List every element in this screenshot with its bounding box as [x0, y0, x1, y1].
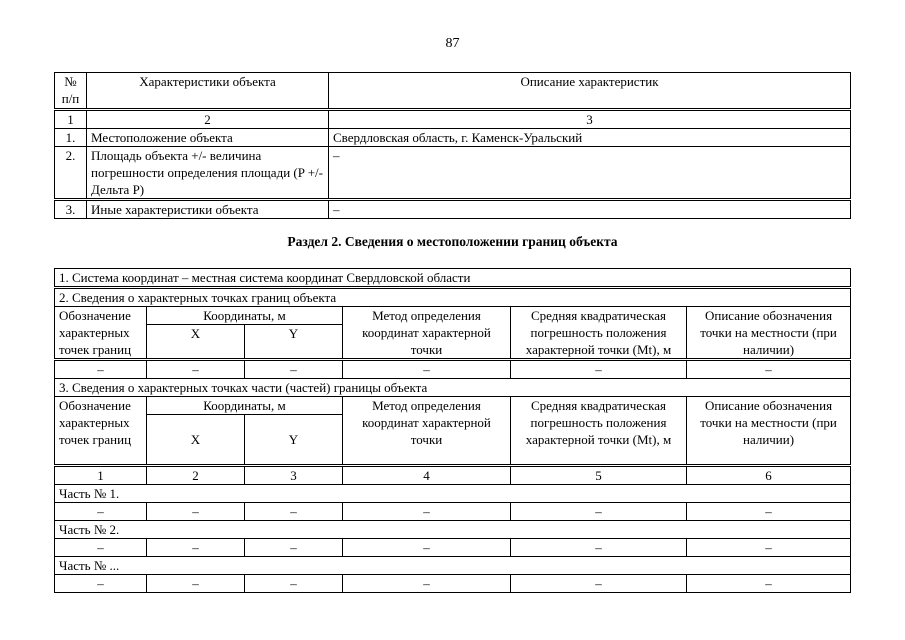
header-coords: Координаты, м [147, 307, 343, 325]
header-method: Метод определения координат характерной точки [343, 307, 511, 359]
dash-cell: – [687, 575, 851, 593]
dash-cell: – [245, 503, 343, 521]
row-num: 2. [55, 147, 87, 199]
header-x: X [147, 325, 245, 359]
coord-system-row: 1. Система координат – местная система координат Свердловской области [55, 269, 851, 287]
dash-cell: – [147, 503, 245, 521]
dash-cell: – [245, 361, 343, 379]
header-error: Средняя квадратическая погрешность положения характерной точки (Mt), м [511, 307, 687, 359]
dash-cell: – [343, 575, 511, 593]
row-num: 3. [55, 201, 87, 219]
index-cell: 6 [687, 467, 851, 485]
row-value: Свердловская область, г. Каменск-Уральский [329, 129, 851, 147]
header-description: Описание обозначения точки на местности (при наличии) [687, 397, 851, 465]
part-label: Часть № ... [55, 557, 851, 575]
dash-cell: – [511, 361, 687, 379]
header-y: Y [245, 415, 343, 465]
dash-cell: – [343, 539, 511, 557]
header-designation: Обозначение характерных точек границ [55, 397, 147, 465]
header-description: Описание характеристик [329, 73, 851, 109]
index-cell: 2 [87, 111, 329, 129]
boundary-points-table [54, 268, 851, 593]
dash-cell: – [147, 539, 245, 557]
dash-cell: – [687, 539, 851, 557]
dash-cell: – [687, 503, 851, 521]
dash-cell: – [245, 575, 343, 593]
dash-cell: – [147, 361, 245, 379]
header-error: Средняя квадратическая погрешность положения характерной точки (Mt), м [511, 397, 687, 465]
dash-cell: – [55, 575, 147, 593]
dash-cell: – [343, 361, 511, 379]
dash-cell: – [55, 361, 147, 379]
index-cell: 1 [55, 467, 147, 485]
header-description: Описание обозначения точки на местности (при наличии) [687, 307, 851, 359]
row-value: – [329, 201, 851, 219]
row-value: – [329, 147, 851, 199]
row-num: 1. [55, 129, 87, 147]
index-cell: 2 [147, 467, 245, 485]
section-title: Раздел 2. Сведения о местоположении границ объекта [287, 234, 618, 249]
index-cell: 3 [329, 111, 851, 129]
header-x: X [147, 415, 245, 465]
index-cell: 5 [511, 467, 687, 485]
header-coords: Координаты, м [147, 397, 343, 415]
points-heading: 2. Сведения о характерных точках границ объекта [55, 289, 851, 307]
row-name: Площадь объекта +/- величина погрешности определения площади (P +/- Дельта P) [87, 147, 329, 199]
dash-cell: – [511, 539, 687, 557]
object-characteristics-table [54, 72, 851, 219]
header-designation: Обозначение характерных точек границ [55, 307, 147, 359]
index-cell: 1 [55, 111, 87, 129]
index-cell: 4 [343, 467, 511, 485]
dash-cell: – [511, 503, 687, 521]
header-num: № п/п [55, 73, 87, 109]
row-name: Иные характеристики объекта [87, 201, 329, 219]
page-number: 87 [445, 36, 460, 51]
dash-cell: – [511, 575, 687, 593]
header-y: Y [245, 325, 343, 359]
part-label: Часть № 1. [55, 485, 851, 503]
index-cell: 3 [245, 467, 343, 485]
dash-cell: – [55, 539, 147, 557]
header-characteristics: Характеристики объекта [87, 73, 329, 109]
dash-cell: – [245, 539, 343, 557]
row-name: Местоположение объекта [87, 129, 329, 147]
parts-heading: 3. Сведения о характерных точках части (частей) границы объекта [55, 379, 851, 397]
dash-cell: – [147, 575, 245, 593]
dash-cell: – [687, 361, 851, 379]
header-method: Метод определения координат характерной точки [343, 397, 511, 465]
part-label: Часть № 2. [55, 521, 851, 539]
dash-cell: – [55, 503, 147, 521]
dash-cell: – [343, 503, 511, 521]
